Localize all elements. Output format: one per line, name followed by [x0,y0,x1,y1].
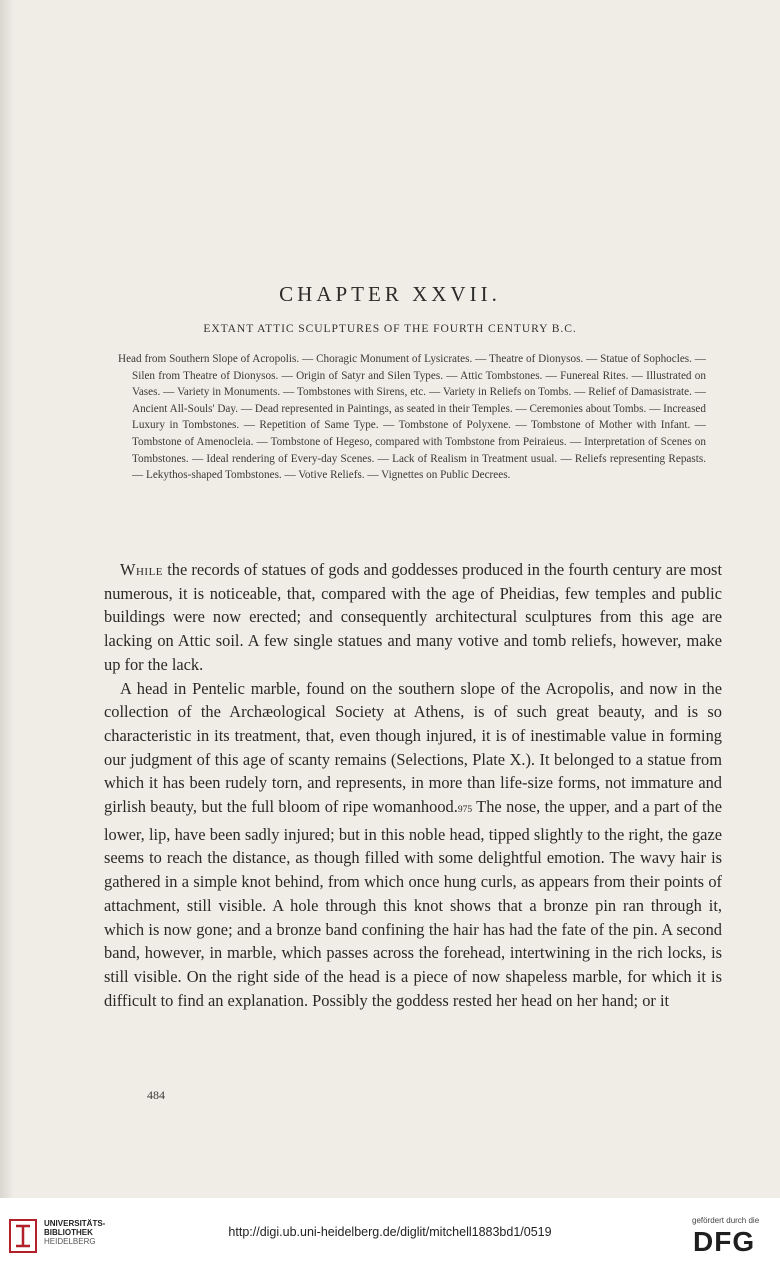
footnote-reference[interactable]: 975 [457,805,473,816]
chapter-title: CHAPTER XXVII. [279,282,501,306]
page-number: 484 [147,1088,165,1102]
paragraph-1 [104,558,722,677]
library-line-1: UNIVERSITÄTS- [44,1219,106,1228]
paragraph-2 [104,677,722,1013]
body-text [104,558,722,1012]
funded-by-caption: gefördert durch die [692,1216,760,1225]
chapter-subtitle: EXTANT ATTIC SCULPTURES OF THE FOURTH CENTURY B.C. [203,322,577,335]
source-url-link[interactable]: http://digi.ub.uni-heidelberg.de/diglit/mitchell1883bd1/0519 [228,1225,552,1239]
paragraph-2-text-a: A head in Pentelic marble, found on the southern slope of the Acropolis, and now in the collection of the Archæological Society at Athens, is of such great beauty, and is so characteristic in its treatment, that, even though injured, it is of inestimable value in forming our judgment of this age of scanty remains (Selections, Plate X.). It belonged to a statue from which it has been rudely torn, and represents, in more than life-size forms, not immature and girlish beauty, but the full bloom of ripe womanhood. [104,678,722,817]
chapter-summary: Head from Southern Slope of Acropolis. — Choragic Monument of Lysicrates. — Theatre of Dionysos. — Statue of Sophocles. — Silen from Theatre of Dionysos. — Origin of Satyr and Silen Types. — Attic Tombstones. — Funereal Rites. — Illustrated on Vases. — Variety in Monuments. — Tombstones with Sirens, etc. — Variety in Reliefs on Tombs. — Relief of Damasistrate. — Ancient All-Souls' Day. — Dead represented in Paintings, as seated in their Temples. — Ceremonies about Tombs. — Increased Luxury in Tombstones. — Repetition of Same Type. — Tombstone of Polyxene. — Tombstone of Mother with Infant. — Tombstone of Amenocleia. — Tombstone of Hegeso, compared with Tombstone from Peiraieus. — Interpretation of Scenes on Tombstones. — Ideal rendering of Every-day Scenes. — Lack of Realism in Treatment usual. — Reliefs representing Repasts. — Lekythos-shaped Tombstones. — Votive Reliefs. — Vignettes on Public Decrees. [118,353,706,482]
library-line-3: HEIDELBERG [44,1237,96,1246]
page-gutter-shadow [0,0,14,1198]
paragraph-2-text-b: The nose, the upper, and a part of the lower, lip, have been sadly injured; but in this noble head, tipped slightly to the right, the gaze seems to reach the distance, as though filled with some delightful emotion. The wavy hair is gathered in a simple knot behind, from which once hung curls, as appears from their points of attachment, still visible. A hole through this knot shows that a bronze pin ran through it, which is now gone; and a bronze band confining the hair has had the fate of the pin. A second band, however, in marble, which passes across the forehead, intertwining in the rich locks, is still visible. On the right side of the head is a piece of now shapeless marble, for which it is difficult to find an explanation. Possibly the goddess rested her head on her hand; or it [104,797,722,1010]
paragraph-1-text: the records of statues of gods and goddesses produced in the fourth century are most numerous, it is noticeable, that, compared with the age of Pheidias, few temples and public buildings were now erected; and consequently architectural sculptures from this age are lacking on Attic soil. A few single statues and many votive and tomb reliefs, however, make up for the lack. [104,560,722,674]
dfg-logo[interactable]: DFG [693,1226,756,1257]
library-line-2: BIBLIOTHEK [44,1228,93,1237]
paragraph-lead-word: While [120,560,164,579]
